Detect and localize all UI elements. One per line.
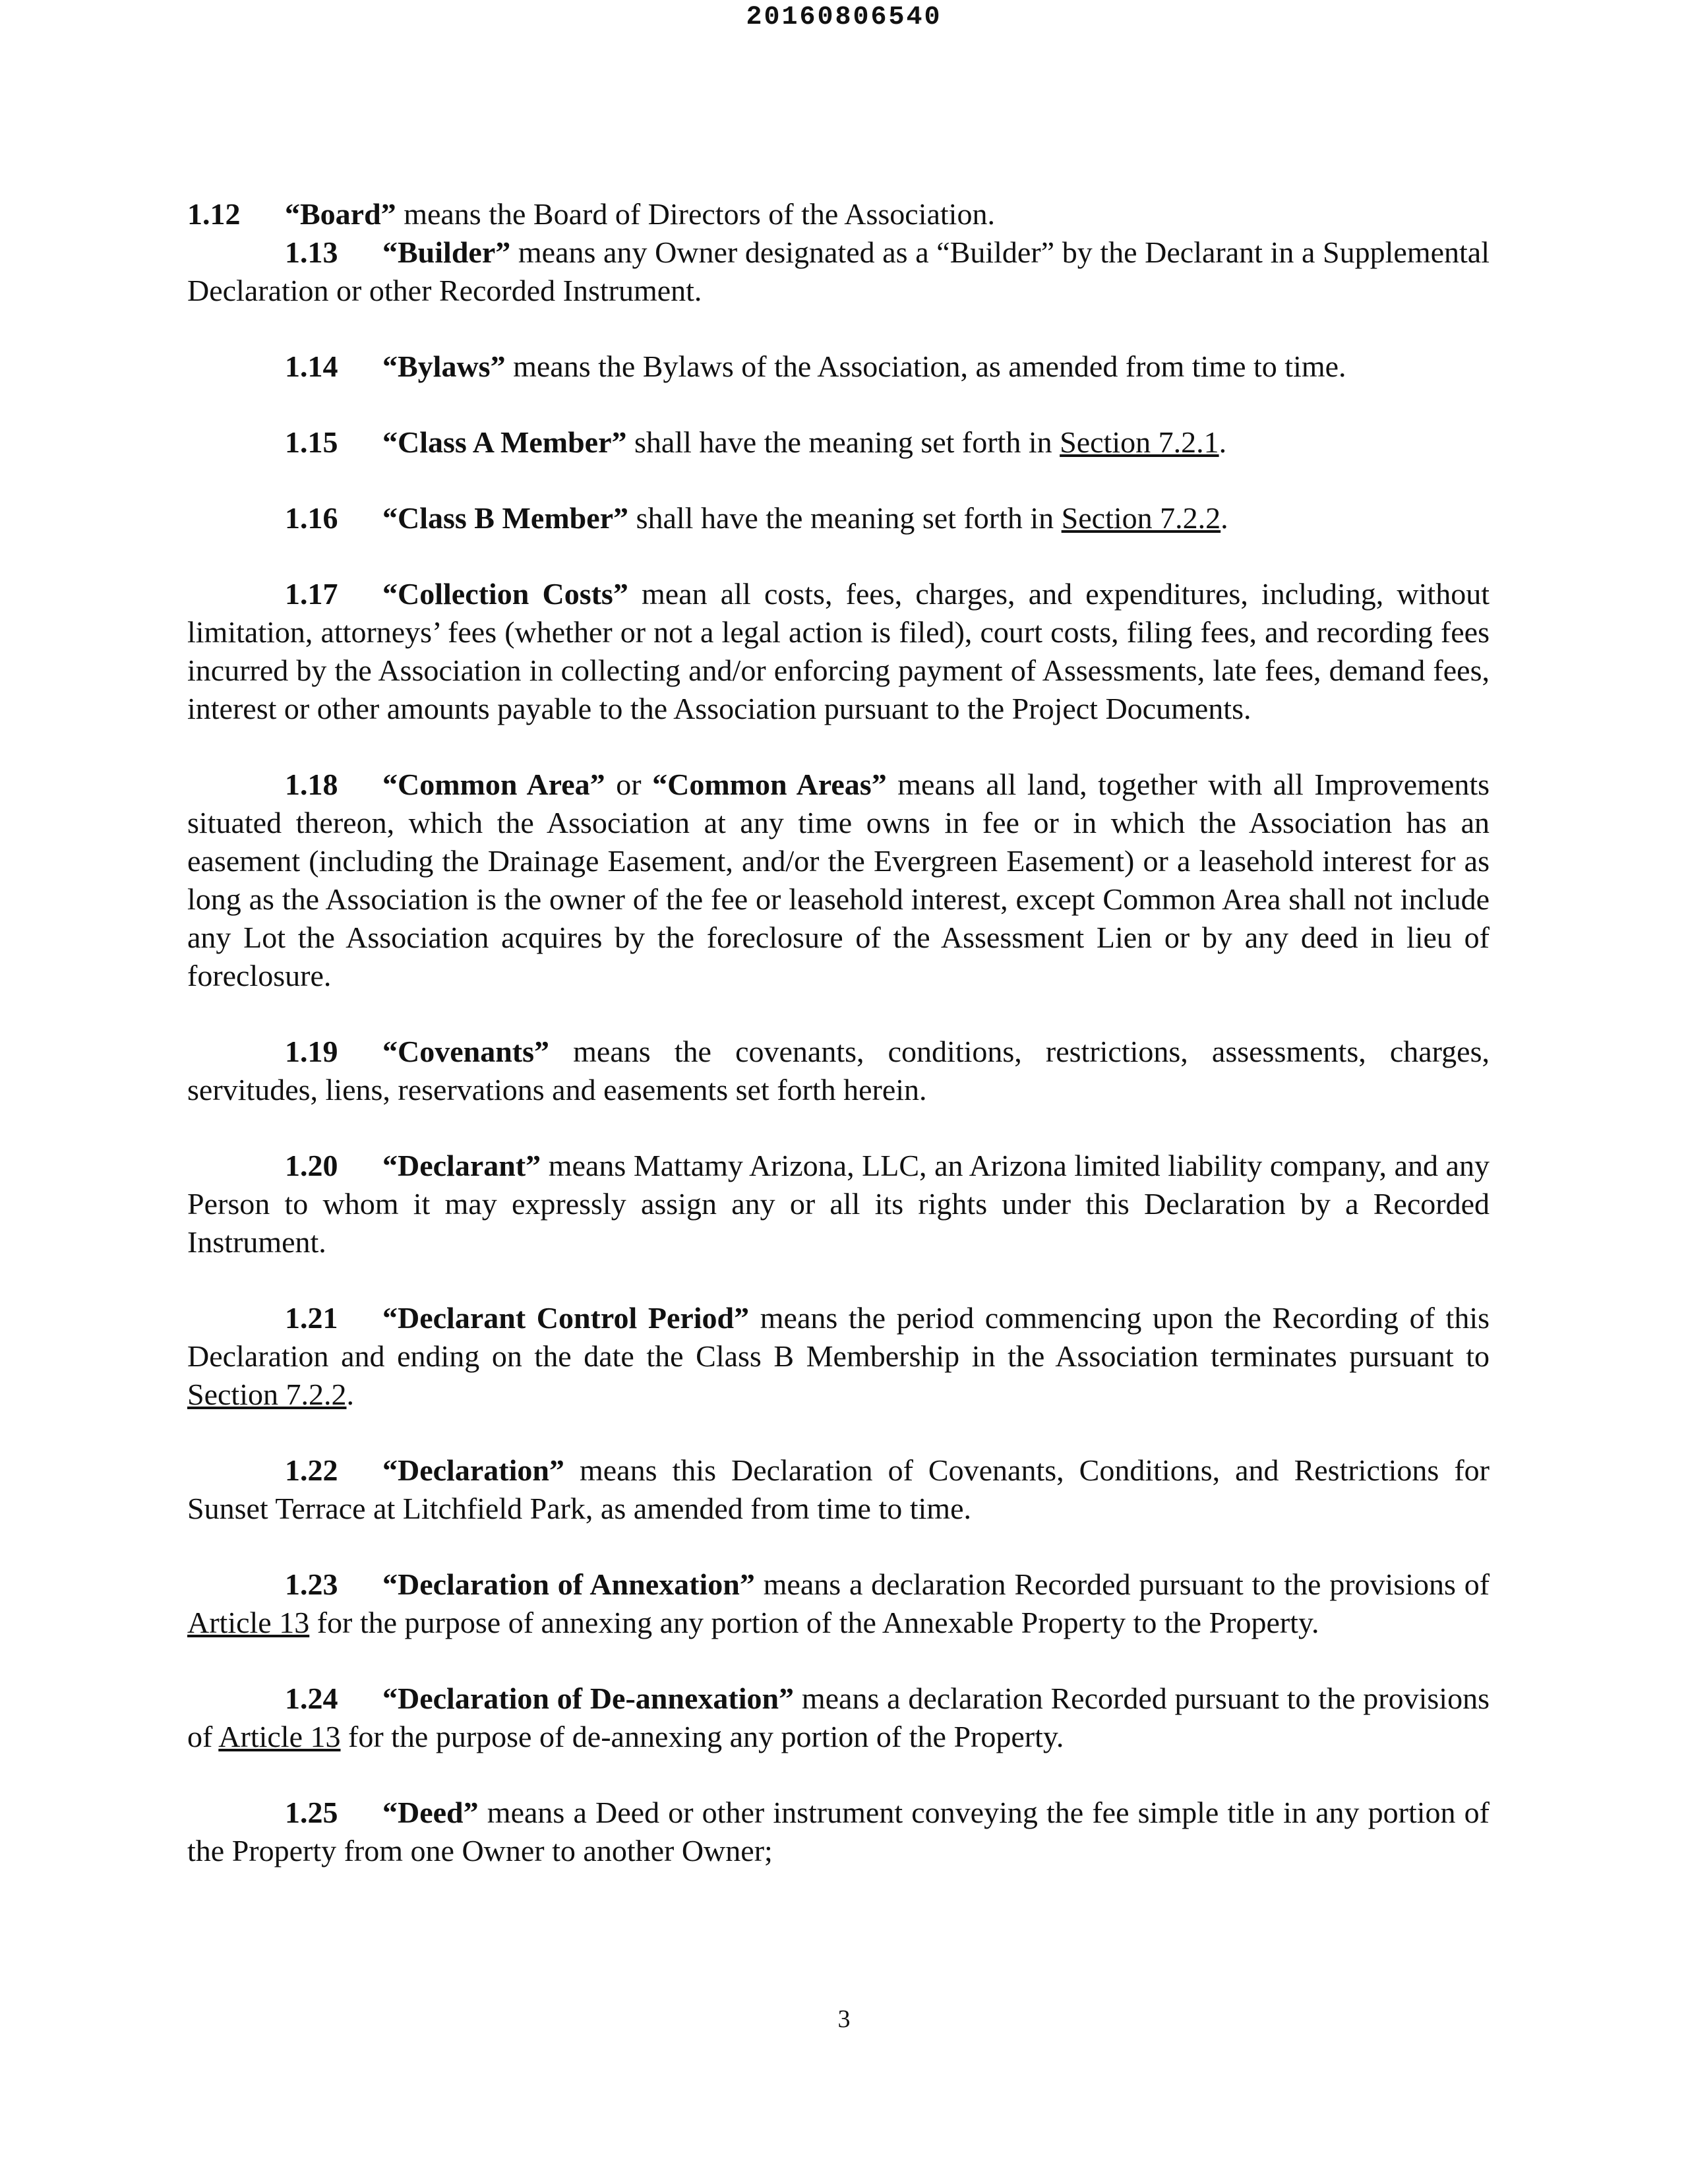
- section-number: 1.24: [285, 1682, 338, 1715]
- defined-term: “Builder”: [382, 235, 511, 269]
- definition-text: means the Bylaws of the Association, as amended from time to time.: [505, 349, 1346, 383]
- definition-text: means a declaration Recorded pursuant to the provisions of: [187, 1682, 1490, 1753]
- defined-term: “Collection Costs”: [382, 577, 628, 611]
- definition-text: means a declaration Recorded pursuant to the provisions of: [754, 1567, 1490, 1601]
- definition-text-end: for the purpose of annexing any portion of the Annexable Property to the Property.: [309, 1606, 1319, 1639]
- defined-term: “Declarant Control Period”: [382, 1301, 750, 1335]
- section-number: 1.17: [285, 577, 338, 611]
- definition-text: means the period commencing upon the Recording of this Declaration and ending on the date the Class B Membership in the Association terminates pursuant to: [187, 1301, 1490, 1373]
- defined-term: “Deed”: [382, 1796, 479, 1829]
- definition-1-14: [187, 348, 1490, 386]
- definition-text: or: [605, 768, 653, 801]
- definition-text: means the Board of Directors of the Association.: [396, 197, 995, 231]
- definition-1-16: [187, 499, 1490, 537]
- definition-text-end: for the purpose of de-annexing any portion of the Property.: [340, 1720, 1064, 1753]
- definition-1-20: [187, 1147, 1490, 1261]
- section-number: 1.16: [285, 501, 338, 535]
- defined-term: “Bylaws”: [382, 349, 506, 383]
- section-number: 1.22: [285, 1453, 338, 1487]
- section-reference-link[interactable]: Section 7.2.2: [187, 1378, 347, 1411]
- definition-text-end: .: [1221, 501, 1228, 535]
- definition-1-21: [187, 1299, 1490, 1414]
- page-number: 3: [837, 2005, 851, 2033]
- definition-text-end: .: [346, 1378, 354, 1411]
- definition-text-end: .: [1219, 425, 1227, 459]
- definition-1-18: [187, 766, 1490, 995]
- section-reference-link[interactable]: Section 7.2.1: [1060, 425, 1219, 459]
- defined-term: “Class A Member”: [382, 425, 627, 459]
- section-number: 1.21: [285, 1301, 338, 1335]
- defined-term: “Declaration”: [382, 1453, 564, 1487]
- definition-text: means the covenants, conditions, restrictions, assessments, charges, servitudes, liens, reservations and easements set forth herein.: [187, 1035, 1490, 1107]
- definition-1-15: [187, 423, 1490, 462]
- definition-1-25: [187, 1794, 1490, 1870]
- section-number: 1.15: [285, 425, 338, 459]
- definitions-body: [187, 195, 1490, 1908]
- defined-term: “Covenants”: [382, 1035, 550, 1068]
- defined-term: “Class B Member”: [382, 501, 629, 535]
- defined-term: “Declaration of Annexation”: [382, 1567, 755, 1601]
- defined-term: “Declarant”: [382, 1149, 541, 1182]
- section-number: 1.25: [285, 1796, 338, 1829]
- section-number: 1.23: [285, 1567, 338, 1601]
- definition-1-17: [187, 575, 1490, 728]
- definition-text: means Mattamy Arizona, LLC, an Arizona limited liability company, and any Person to whom it may expressly assign any or all its rights under this Declaration by a Recorded Instrument.: [187, 1149, 1490, 1259]
- definition-text: means any Owner designated as a “Builder” by the Declarant in a Supplemental Declaration or other Recorded Instrument.: [187, 235, 1490, 307]
- definition-1-12: [187, 195, 1490, 233]
- definition-text: shall have the meaning set forth in: [626, 425, 1060, 459]
- definition-text-continued: means all land, together with all Improvements situated thereon, which the Association at any time owns in fee or in which the Association has an easement (including the Drainage Easement, and/or the Evergreen Easement) or a leasehold interest for as long as the Association is the owner of the fee or leasehold interest, except Common Area shall not include any Lot the Association acquires by the foreclosure of the Assessment Lien or by any deed in lieu of foreclosure.: [187, 768, 1490, 992]
- section-reference-link[interactable]: Section 7.2.2: [1061, 501, 1221, 535]
- defined-term: “Board”: [285, 197, 396, 231]
- definition-1-23: [187, 1565, 1490, 1642]
- defined-term: “Common Area”: [382, 768, 605, 801]
- definition-1-22: [187, 1451, 1490, 1528]
- section-number: 1.19: [285, 1035, 338, 1068]
- section-number: 1.18: [285, 768, 338, 801]
- section-number: 1.12: [187, 197, 241, 231]
- defined-term: “Declaration of De-annexation”: [382, 1682, 795, 1715]
- section-number: 1.20: [285, 1149, 338, 1182]
- definition-1-24: [187, 1680, 1490, 1756]
- definition-text: means this Declaration of Covenants, Conditions, and Restrictions for Sunset Terrace at Litchfield Park, as amended from time to time.: [187, 1453, 1490, 1525]
- definition-1-19: [187, 1033, 1490, 1109]
- definition-text: mean all costs, fees, charges, and expenditures, including, without limitation, attorneys’ fees (whether or not a legal action is filed), court costs, filing fees, and recording fees incurred by the Association in collecting and/or enforcing payment of Assessments, late fees, demand fees, interest or other amounts payable to the Association pursuant to the Project Documents.: [187, 577, 1490, 725]
- section-number: 1.13: [285, 235, 338, 269]
- document-number: 20160806540: [746, 3, 942, 32]
- definition-text: shall have the meaning set forth in: [628, 501, 1062, 535]
- article-reference-link[interactable]: Article 13: [218, 1720, 341, 1753]
- definition-1-13: [187, 233, 1490, 310]
- article-reference-link[interactable]: Article 13: [187, 1606, 310, 1639]
- section-number: 1.14: [285, 349, 338, 383]
- defined-term-alternate: “Common Areas”: [652, 768, 887, 801]
- definition-text: means a Deed or other instrument conveying the fee simple title in any portion of the Property from one Owner to another Owner;: [187, 1796, 1490, 1867]
